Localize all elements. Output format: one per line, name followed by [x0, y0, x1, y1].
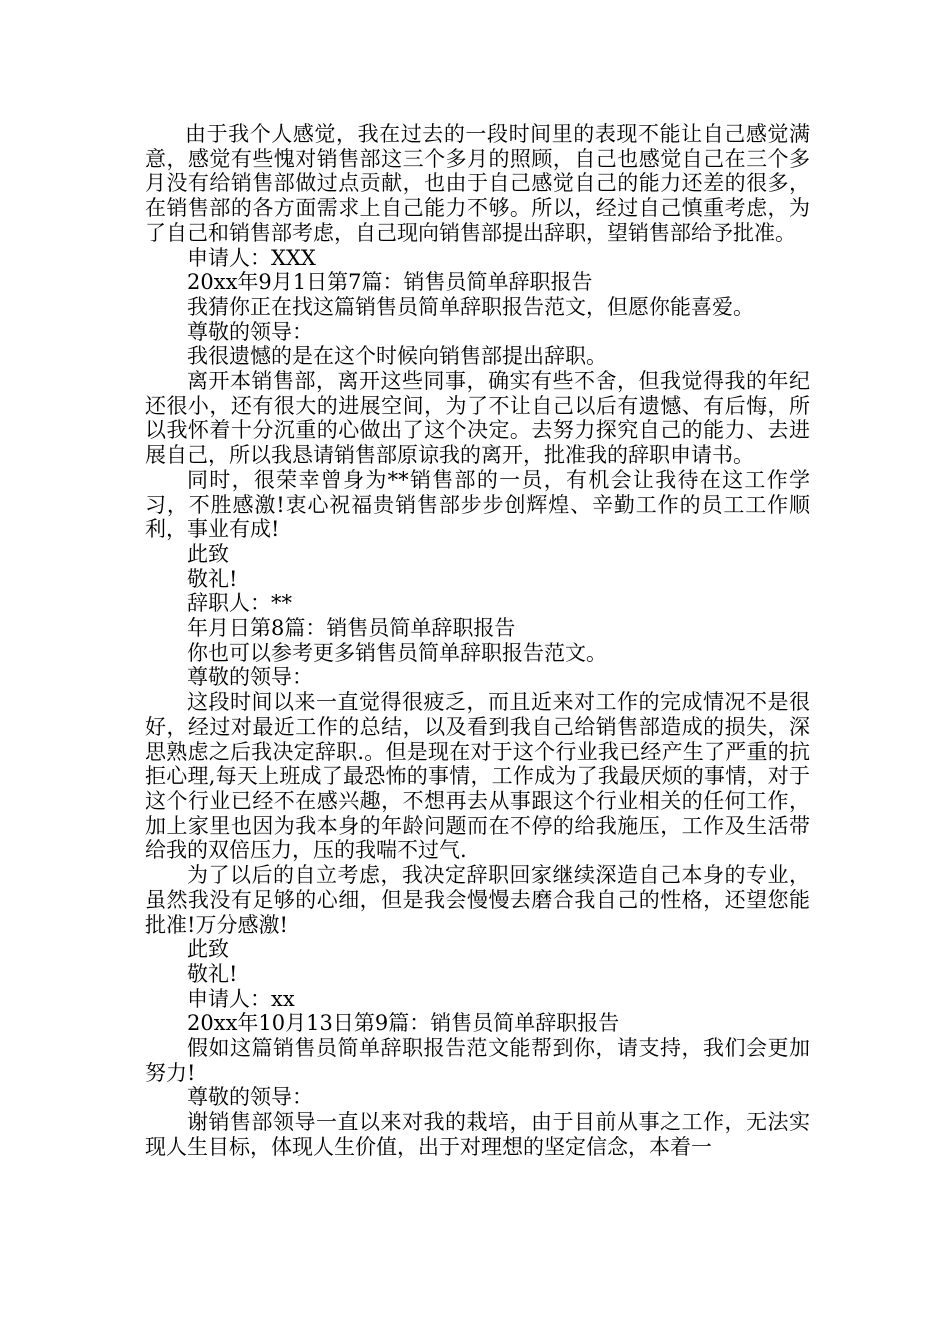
closing-cizhi: 此致: [187, 541, 229, 566]
applicant-signature: 申请人：xx: [187, 986, 295, 1011]
document-body: [145, 122, 810, 1160]
closing-jingli: 敬礼!: [187, 961, 238, 986]
salutation: 尊敬的领导：: [187, 665, 313, 690]
intro-line-7: 我猜你正在找这篇销售员简单辞职报告范文，但愿你能喜爱。: [187, 294, 754, 319]
section-heading-8: 年月日第8篇：销售员简单辞职报告: [187, 616, 516, 641]
intro-line-9: 假如这篇销售员简单辞职报告范文能帮到你，请支持，我们会更加努力!: [145, 1036, 810, 1085]
paragraph-leaving: 离开本销售部，离开这些同事，确实有些不舍，但我觉得我的年纪还很小，还有很大的进展空间，为了不让自己以后有遗憾、有后悔，所以我怀着十分沉重的心做出了这个决定。去努力探究自己的能力、去进展自己，所以我恳请销售部原谅我的离开，批准我的辞职申请书。: [145, 369, 810, 468]
closing-cizhi: 此致: [187, 937, 229, 962]
paragraph-resignation-reason: 由于我个人感觉，我在过去的一段时间里的表现不能让自己感觉满意，感觉有些愧对销售部这三个多月的照顾，自己也感觉自己在三个多月没有给销售部做过点贡献，也由于自己感觉自己的能力还差的很多，在销售部的各方面需求上自己能力不够。所以，经过自己慎重考虑，为了自己和销售部考虑，自己现向销售部提出辞职，望销售部给予批准。: [145, 122, 810, 245]
closing-jingli: 敬礼!: [187, 566, 238, 591]
paragraph-gratitude: 同时，很荣幸曾身为**销售部的一员，有机会让我待在这工作学习，不胜感激!衷心祝福贵销售部步步创辉煌、辛勤工作的员工工作顺利，事业有成!: [145, 467, 810, 542]
paragraph-thanks: 谢销售部领导一直以来对我的栽培，由于目前从事之工作，无法实现人生目标，体现人生价值，出于对理想的坚定信念，本着一: [145, 1110, 810, 1159]
section-heading-7: 20xx年9月1日第7篇：销售员简单辞职报告: [187, 270, 593, 295]
intro-line-8: 你也可以参考更多销售员简单辞职报告范文。: [187, 640, 607, 665]
paragraph-future: 为了以后的自立考虑，我决定辞职回家继续深造自己本身的专业，虽然我没有足够的心细，但是我会慢慢去磨合我自己的性格，还望您能批准!万分感激!: [145, 863, 810, 937]
resigner-signature: 辞职人：**: [187, 591, 292, 616]
paragraph-regret: 我很遗憾的是在这个时候向销售部提出辞职。: [187, 344, 607, 369]
paragraph-fatigue: 这段时间以来一直觉得很疲乏，而且近来对工作的完成情况不是很好，经过对最近工作的总结，以及看到我自己给销售部造成的损失，深思熟虑之后我决定辞职.。但是现在对于这个行业我已经产生了严重的抗拒心理,每天上班成了最恐怖的事情，工作成为了我最厌烦的事情，对于这个行业已经不在感兴趣，不想再去从事跟这个行业相关的任何工作，加上家里也因为我本身的年龄问题而在不停的给我施压，工作及生活带给我的双倍压力，压的我喘不过气.: [145, 690, 810, 863]
salutation: 尊敬的领导：: [187, 1085, 313, 1110]
section-heading-9: 20xx年10月13日第9篇：销售员简单辞职报告: [187, 1011, 620, 1036]
applicant-signature: 申请人：XXX: [187, 245, 316, 270]
salutation: 尊敬的领导：: [187, 319, 313, 344]
